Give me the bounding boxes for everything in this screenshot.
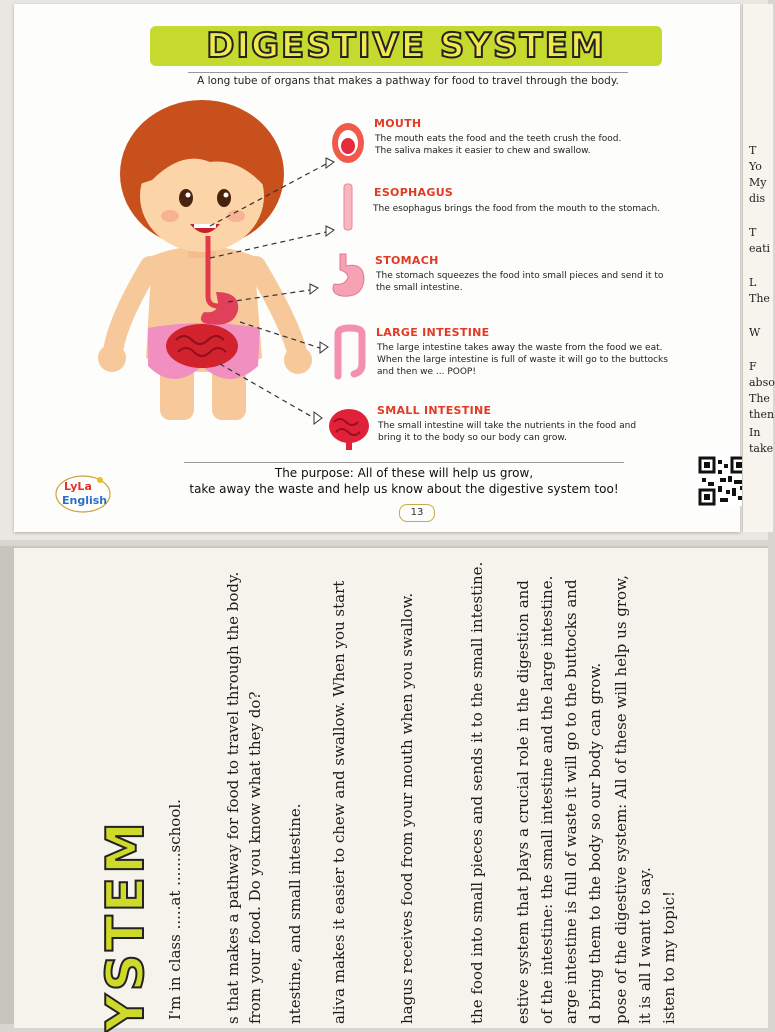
page-number: 13	[399, 504, 435, 522]
script-line: aliva makes it easier to chew and swallow. When you start	[330, 580, 348, 1024]
organ-desc-stomach	[376, 270, 676, 294]
qr-code[interactable]	[698, 456, 748, 506]
organ-title-large-intestine: LARGE INTESTINE	[376, 326, 490, 339]
fragment-text: F	[749, 360, 757, 373]
script-line: of the intestine: the small intestine and the large intestine.	[538, 575, 556, 1024]
pointer-lines	[14, 4, 740, 532]
organ-title-esophagus: ESOPHAGUS	[374, 186, 454, 199]
script-line: pose of the digestive system: All of these will help us grow,	[612, 575, 630, 1024]
desc-line: and then we ... POOP!	[377, 367, 476, 377]
organ-desc-small-intestine	[378, 420, 678, 444]
organ-title-stomach: STOMACH	[375, 254, 439, 267]
organ-desc-mouth	[375, 133, 675, 157]
script-line: from your food. Do you know what they do?	[246, 691, 264, 1024]
fragment-text: then	[749, 408, 775, 421]
fragment-text: In	[749, 426, 761, 439]
neighbour-page-fragment	[742, 4, 773, 532]
stomach-icon	[328, 252, 368, 300]
small-intestine-icon	[326, 404, 372, 452]
lyla-english-logo	[54, 470, 112, 516]
desc-line: When the large intestine is full of waste it will go to the buttocks	[377, 355, 668, 365]
script-line: isten to my topic!	[660, 890, 678, 1024]
large-intestine-icon	[330, 324, 370, 380]
script-line: estive system that plays a crucial role in the digestion and	[514, 580, 532, 1024]
fragment-text: T	[749, 226, 757, 239]
script-line: hagus receives food from your mouth when you swallow.	[398, 592, 416, 1024]
desc-line: The stomach squeezes the food into small pieces and send it to	[376, 271, 664, 281]
fragment-text: eati	[749, 242, 771, 255]
esophagus-icon	[340, 184, 356, 230]
desc-line: The mouth eats the food and the teeth crush the food.	[375, 134, 622, 144]
svg-text:English: English	[62, 494, 108, 507]
svg-text:LyLa: LyLa	[64, 480, 92, 493]
page-subtitle: A long tube of organs that makes a pathway for food to travel through the body.	[188, 72, 628, 87]
desc-line: the small intestine.	[376, 283, 463, 293]
organ-desc-large-intestine	[377, 342, 689, 378]
desc-line: The saliva makes it easier to chew and swallow.	[375, 146, 591, 156]
fragment-text: abso	[749, 376, 775, 389]
fragment-text: My	[749, 176, 767, 189]
purpose-line: take away the waste and help us know about the digestive system too!	[189, 482, 619, 496]
purpose-line: The purpose: All of these will help us grow,	[274, 466, 534, 480]
organ-title-small-intestine: SMALL INTESTINE	[377, 404, 492, 417]
fragment-text: take	[749, 442, 774, 455]
fragment-text: W	[749, 326, 761, 339]
script-line: I'm in class .....at .......school.	[166, 799, 184, 1020]
purpose-text	[184, 462, 624, 497]
script-line: the food into small pieces and sends it to the small intestine.	[468, 561, 486, 1024]
desc-line: The large intestine takes away the waste from the food we eat.	[377, 343, 663, 353]
desc-line: bring it to the body so our body can grow.	[378, 433, 567, 443]
script-line: arge intestine is full of waste it will go to the buttocks and	[562, 579, 580, 1024]
worksheet-page	[14, 4, 740, 532]
script-line: ntestine, and small intestine.	[286, 803, 304, 1024]
fragment-text: dis	[749, 192, 766, 205]
script-line: s that makes a pathway for food to travel through the body.	[224, 571, 242, 1024]
page-title: DIGESTIVE SYSTEM	[206, 26, 606, 66]
fragment-text: The	[749, 292, 770, 305]
script-line: d bring them to the body so our body can grow.	[586, 662, 604, 1024]
fragment-text: Yo	[749, 160, 762, 173]
organ-title-mouth: MOUTH	[374, 117, 422, 130]
fragment-text: L	[749, 276, 757, 289]
desc-line: The small intestine will take the nutrients in the food and	[378, 421, 637, 431]
mouth-icon	[330, 120, 366, 166]
organ-desc-esophagus	[373, 203, 693, 215]
rotated-title: YSTEM	[96, 819, 156, 1032]
script-line: it is all I want to say.	[636, 867, 654, 1024]
fragment-text: T	[749, 144, 757, 157]
fragment-text: The	[749, 392, 770, 405]
desc-line: The esophagus brings the food from the mouth to the stomach.	[373, 204, 661, 214]
